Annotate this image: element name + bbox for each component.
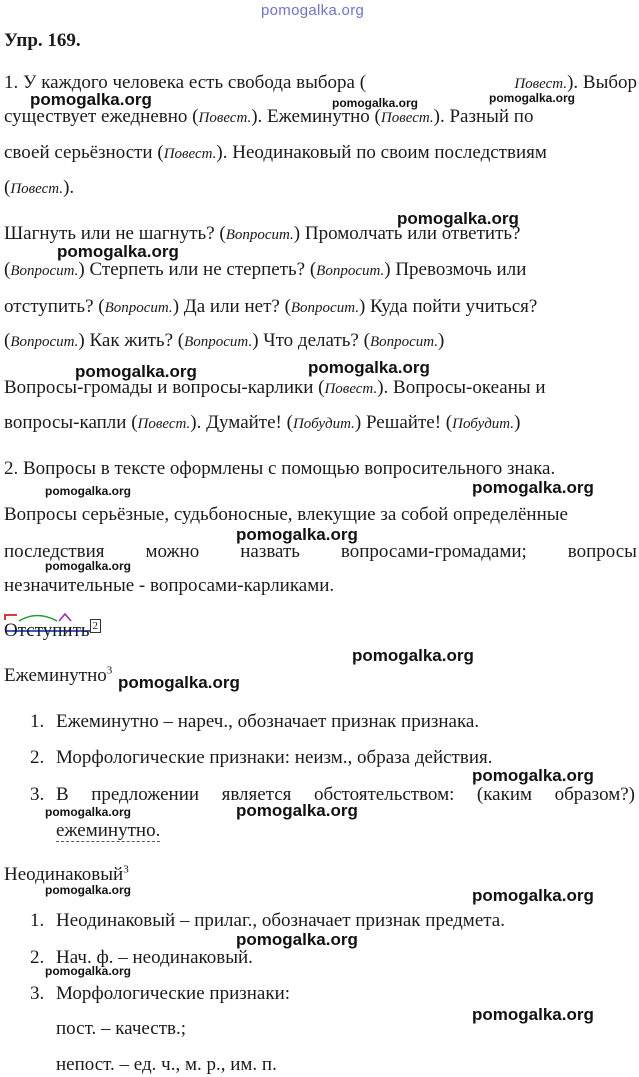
watermark: pomogalka.org — [75, 362, 197, 381]
text — [4, 223, 521, 246]
text: ) Что делать? ( — [252, 330, 370, 351]
mark-label: Повест. — [163, 146, 217, 162]
mark-label: Побудит. — [452, 416, 515, 432]
text: своей серьёзности ( — [4, 142, 164, 163]
text: ) — [514, 412, 521, 433]
watermark: pomogalka.org — [57, 242, 179, 261]
mark-label: Вопросит. — [10, 334, 79, 350]
text: 1. У каждого человека есть свобода выбора ( — [4, 72, 367, 93]
list-number: 1. — [30, 711, 45, 732]
text — [4, 296, 537, 319]
text: ) Да или нет? ( — [172, 296, 291, 317]
text: ( — [4, 330, 11, 351]
p3-line-2 — [4, 412, 520, 435]
text — [514, 72, 637, 95]
item-text: Нач. ф. – неодинаковый. — [56, 947, 253, 968]
list-number: 1. — [30, 910, 45, 931]
p2-line-2 — [4, 259, 637, 282]
morph-word-text: Отступить — [4, 620, 90, 641]
analysis-word: Неодинаковый — [4, 864, 124, 885]
watermark: pomogalka.org — [45, 484, 132, 498]
watermark-top: pomogalka.org — [261, 2, 365, 19]
analysis1-item-3-cont — [56, 820, 160, 842]
list-number: 2. — [30, 947, 45, 968]
analysis-sup: 3 — [106, 664, 113, 677]
text: существует ежедневно ( — [4, 106, 199, 127]
analysis-word: Ежеминутно — [4, 665, 107, 686]
morph-word — [4, 620, 101, 642]
text — [4, 259, 526, 282]
analysis-sup: 3 — [123, 863, 129, 876]
item-text: Морфологические признаки: неизм., образа действия. — [56, 747, 493, 768]
analysis2-sub-2: непост. – ед. ч., м. р., им. п. — [56, 1054, 277, 1075]
text: Вопросы-громады и вопросы-карлики ( — [4, 377, 325, 398]
watermark: pomogalka.org — [472, 1005, 594, 1024]
analysis2-sub-1: пост. – качеств.; — [56, 1018, 187, 1039]
watermark: pomogalka.org — [472, 478, 594, 497]
text: назвать — [240, 541, 300, 562]
exercise-title: Упр. 169. — [4, 30, 81, 51]
mark-label: Повест. — [137, 416, 191, 432]
watermark: pomogalka.org — [45, 883, 132, 897]
text: Шагнуть или не шагнуть? ( — [4, 223, 226, 244]
watermark: pomogalka.org — [332, 96, 419, 110]
analysis1-item-2 — [30, 747, 492, 769]
mark-label: Вопросит. — [104, 300, 173, 316]
text: ) Промолчать или ответить? — [293, 223, 521, 244]
p2-line-1 — [4, 223, 637, 246]
p1-line-3 — [4, 142, 637, 165]
p1-line-1 — [4, 72, 637, 95]
text: отступить? ( — [4, 296, 105, 317]
mark-label: Повест. — [10, 181, 64, 197]
text: можно — [145, 541, 200, 562]
p4-line-2: Вопросы серьёзные, судьбоносные, влекущие за собой определённые — [4, 504, 568, 525]
watermark: pomogalka.org — [236, 801, 358, 820]
p2-line-3 — [4, 296, 637, 319]
text: ). Думайте! ( — [190, 412, 293, 433]
mark-label: Повест. — [324, 381, 378, 397]
text: ). Неодинаковый по своим последствиям — [216, 142, 547, 163]
text: ). Выбор — [567, 72, 637, 93]
text: ) Куда пойти учиться? — [358, 296, 538, 317]
watermark: pomogalka.org — [397, 209, 519, 228]
analysis1-word — [4, 665, 112, 687]
watermark: pomogalka.org — [118, 673, 240, 692]
p4-line-3 — [4, 541, 637, 563]
p4-line-1: 2. Вопросы в тексте оформлены с помощью вопросительного знака. — [4, 458, 556, 479]
mark-label: Вопросит. — [225, 227, 294, 243]
analysis2-item-2 — [30, 947, 253, 969]
morph-word-sup: 2 — [90, 619, 102, 633]
p3-line-1 — [4, 377, 637, 400]
mark-label: Вопросит. — [316, 263, 385, 279]
text: ( — [4, 259, 11, 280]
mark-label: Побудит. — [292, 416, 355, 432]
text: вопросы-капли ( — [4, 412, 138, 433]
p1-line-4 — [4, 177, 74, 200]
analysis2-word — [4, 864, 129, 886]
text: вопросами-громадами; — [340, 541, 527, 562]
item-text: ежеминутно. — [56, 820, 161, 841]
mark-label: Вопросит. — [290, 300, 359, 316]
watermark: pomogalka.org — [472, 886, 594, 905]
text — [4, 142, 547, 165]
text — [4, 106, 533, 129]
text — [4, 377, 546, 400]
p2-line-4 — [4, 330, 444, 353]
text: ). Ежеминутно ( — [251, 106, 381, 127]
p1-line-2 — [4, 106, 637, 129]
watermark: pomogalka.org — [236, 525, 358, 544]
text: ). Разный по — [433, 106, 534, 127]
item-text: Морфологические признаки: — [56, 983, 291, 1004]
text: ) Как жить? ( — [78, 330, 185, 351]
watermark: pomogalka.org — [472, 766, 594, 785]
text: ) — [438, 330, 445, 351]
analysis2-item-3 — [30, 983, 290, 1005]
text: ( — [4, 177, 11, 198]
watermark: pomogalka.org — [308, 358, 430, 377]
watermark: pomogalka.org — [45, 805, 132, 819]
mark-label: Повест. — [198, 110, 252, 126]
text: ) Превозмочь или — [384, 259, 527, 280]
text: последствия — [4, 541, 105, 562]
item-text: В предложении является обстоятельством: (каким образом?) — [56, 784, 635, 805]
watermark: pomogalka.org — [489, 91, 576, 105]
mark-label: Повест. — [514, 76, 568, 92]
watermark: pomogalka.org — [236, 930, 358, 949]
item-text: Ежеминутно – нареч., обозначает признак признака. — [56, 711, 480, 732]
watermark: pomogalka.org — [352, 646, 474, 665]
list-number: 3. — [30, 784, 45, 805]
mark-label: Вопросит. — [10, 263, 79, 279]
list-number: 2. — [30, 747, 45, 768]
list-number: 3. — [30, 983, 45, 1004]
text: ) Решайте! ( — [354, 412, 453, 433]
text: ). — [63, 177, 75, 198]
analysis2-item-1 — [30, 910, 505, 932]
analysis1-item-3 — [30, 784, 635, 806]
watermark: pomogalka.org — [45, 964, 132, 978]
mark-label: Повест. — [380, 110, 434, 126]
p4-line-4: незначительные - вопросами-карликами. — [4, 575, 335, 596]
text: ). Вопросы-океаны и — [377, 377, 546, 398]
mark-label: Вопросит. — [369, 334, 439, 350]
text: ) Стерпеть или не стерпеть? ( — [78, 259, 317, 280]
mark-label: Вопросит. — [184, 334, 253, 350]
watermark: pomogalka.org — [45, 559, 132, 573]
watermark: pomogalka.org — [30, 90, 152, 109]
item-text: Неодинаковый – прилаг., обозначает признак предмета. — [56, 910, 505, 931]
text: вопросы — [567, 541, 637, 562]
analysis1-item-1 — [30, 711, 479, 733]
